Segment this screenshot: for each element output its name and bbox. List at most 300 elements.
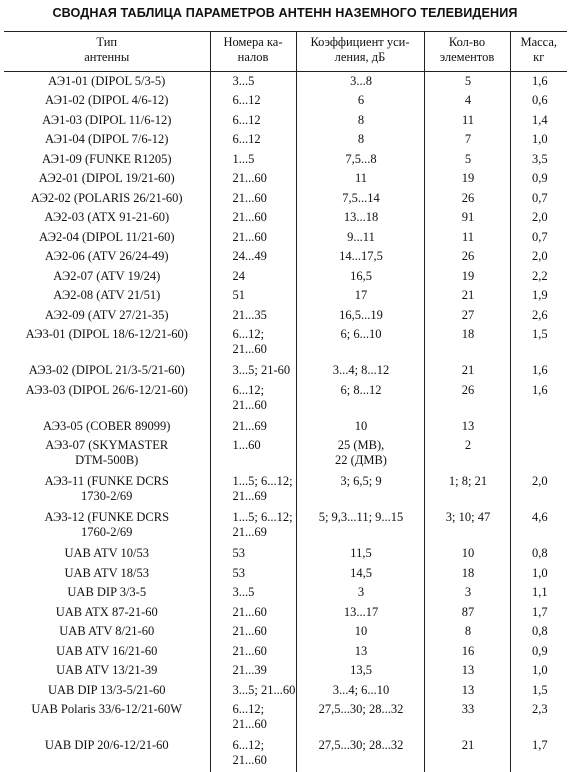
cell-mass [510, 247, 567, 267]
cell-gain [296, 681, 424, 701]
table-row [4, 603, 567, 623]
cell-elements [424, 247, 510, 267]
cell-channels-line: 21...60 [233, 171, 267, 185]
header-channels-line-2: налов [238, 50, 269, 64]
table-row [4, 381, 567, 417]
cell-elements [424, 544, 510, 564]
cell-channels [210, 681, 296, 701]
cell-antenna-type-line: UAB ATV 16/21-60 [56, 644, 157, 658]
cell-mass-value: 0,7 [532, 230, 548, 244]
cell-mass [510, 381, 567, 417]
cell-antenna-type [4, 544, 210, 564]
cell-channels [210, 306, 296, 326]
cell-antenna-type-line: АЭ2-04 (DIPOL 11/21-60) [39, 230, 174, 244]
cell-elements-value: 26 [462, 383, 475, 397]
cell-antenna-type [4, 208, 210, 228]
cell-mass-value: 1,5 [532, 327, 548, 341]
cell-antenna-type [4, 736, 210, 772]
cell-elements [424, 228, 510, 248]
cell-channels [210, 700, 296, 736]
cell-channels-line: 1...60 [233, 438, 261, 452]
cell-mass-value: 1,1 [532, 585, 548, 599]
cell-elements [424, 111, 510, 131]
cell-antenna-type-line: АЭ2-06 (ATV 26/24-49) [45, 249, 169, 263]
cell-channels [210, 736, 296, 772]
cell-gain-line: 13,5 [350, 663, 372, 677]
cell-channels-line: 21...69 [233, 489, 267, 503]
header-gain-line-2: ления, дБ [335, 50, 386, 64]
cell-mass-value: 4,6 [532, 510, 548, 524]
cell-antenna-type-line: UAB ATV 8/21-60 [59, 624, 154, 638]
cell-antenna-type-line: АЭ2-01 (DIPOL 19/21-60) [39, 171, 175, 185]
cell-antenna-type [4, 661, 210, 681]
cell-gain-line: 3...4; 6...10 [333, 683, 390, 697]
cell-antenna-type-line: 1730-2/69 [81, 489, 132, 503]
table-row [4, 247, 567, 267]
cell-channels-line: 53 [233, 546, 246, 560]
cell-mass [510, 472, 567, 508]
cell-gain-line: 13...18 [344, 210, 378, 224]
cell-elements [424, 436, 510, 472]
cell-channels [210, 208, 296, 228]
cell-antenna-type-line: UAB ATV 18/53 [64, 566, 149, 580]
header-mass-line-2: кг [533, 50, 544, 64]
cell-antenna-type [4, 228, 210, 248]
header-gain [296, 32, 424, 72]
cell-mass-value: 1,0 [532, 132, 548, 146]
table-row [4, 564, 567, 584]
cell-mass [510, 325, 567, 361]
cell-elements [424, 417, 510, 437]
cell-elements [424, 325, 510, 361]
cell-elements-value: 3; 10; 47 [446, 510, 490, 524]
cell-antenna-type [4, 306, 210, 326]
header-channels [210, 32, 296, 72]
cell-antenna-type [4, 169, 210, 189]
header-elements-line-1: Кол-во [449, 35, 485, 49]
cell-mass [510, 642, 567, 662]
cell-gain-line: 16,5 [350, 269, 372, 283]
cell-elements [424, 208, 510, 228]
cell-elements-value: 2 [465, 438, 471, 452]
cell-mass [510, 700, 567, 736]
cell-elements [424, 661, 510, 681]
cell-elements-value: 33 [462, 702, 475, 716]
header-gain-line-1: Коэффициент уси- [310, 35, 409, 49]
cell-mass [510, 583, 567, 603]
cell-elements [424, 508, 510, 544]
cell-gain-line: 6; 6...10 [341, 327, 382, 341]
cell-antenna-type [4, 361, 210, 381]
table-row [4, 267, 567, 287]
cell-mass-value: 1,6 [532, 383, 548, 397]
cell-channels [210, 661, 296, 681]
cell-channels [210, 544, 296, 564]
cell-gain [296, 564, 424, 584]
cell-channels-line: 21...69 [233, 525, 267, 539]
header-elements [424, 32, 510, 72]
cell-elements-value: 3 [465, 585, 471, 599]
cell-gain-line: 6; 8...12 [341, 383, 382, 397]
cell-channels [210, 91, 296, 111]
cell-mass-value: 2,0 [532, 474, 548, 488]
header-elements-line-2: элементов [440, 50, 495, 64]
cell-gain-line: 16,5...19 [339, 308, 383, 322]
cell-channels-line: 21...60 [233, 342, 267, 356]
cell-gain-line: 9...11 [347, 230, 375, 244]
cell-elements-value: 1; 8; 21 [449, 474, 487, 488]
cell-gain-line: 3 [358, 585, 364, 599]
cell-elements [424, 72, 510, 92]
cell-elements [424, 700, 510, 736]
cell-mass-value: 1,0 [532, 663, 548, 677]
cell-elements [424, 169, 510, 189]
cell-channels-line: 21...60 [233, 717, 267, 731]
cell-mass [510, 661, 567, 681]
table-row [4, 111, 567, 131]
cell-antenna-type [4, 111, 210, 131]
cell-gain-line: 25 (МВ), [338, 438, 385, 452]
cell-gain-line: 10 [355, 419, 368, 433]
cell-elements-value: 27 [462, 308, 475, 322]
cell-channels-line: 21...60 [233, 230, 267, 244]
cell-gain-line: 13 [355, 644, 368, 658]
cell-gain [296, 508, 424, 544]
table-row [4, 325, 567, 361]
cell-gain [296, 228, 424, 248]
cell-mass-value: 0,9 [532, 644, 548, 658]
cell-mass-value: 1,9 [532, 288, 548, 302]
cell-gain [296, 150, 424, 170]
cell-elements [424, 130, 510, 150]
cell-elements-value: 7 [465, 132, 471, 146]
cell-mass [510, 91, 567, 111]
cell-gain [296, 736, 424, 772]
cell-antenna-type-line: АЭ2-03 (АТХ 91-21-60) [44, 210, 169, 224]
cell-elements-value: 5 [465, 74, 471, 88]
table-row [4, 681, 567, 701]
cell-antenna-type [4, 564, 210, 584]
cell-antenna-type [4, 472, 210, 508]
cell-channels [210, 228, 296, 248]
cell-mass-value: 3,5 [532, 152, 548, 166]
cell-antenna-type [4, 436, 210, 472]
cell-elements [424, 267, 510, 287]
cell-mass [510, 622, 567, 642]
table-row [4, 583, 567, 603]
table-row [4, 228, 567, 248]
table-row [4, 150, 567, 170]
cell-antenna-type-line: DTM-500B) [75, 453, 138, 467]
cell-gain-line: 14...17,5 [339, 249, 383, 263]
table-row [4, 286, 567, 306]
cell-antenna-type [4, 267, 210, 287]
cell-channels [210, 169, 296, 189]
cell-gain [296, 189, 424, 209]
cell-elements-value: 16 [462, 644, 475, 658]
cell-elements [424, 361, 510, 381]
cell-channels-line: 3...5; 21-60 [233, 363, 291, 377]
cell-channels [210, 72, 296, 92]
cell-elements [424, 622, 510, 642]
table-row [4, 72, 567, 92]
cell-gain-line: 7,5...14 [342, 191, 380, 205]
cell-gain-line: 8 [358, 113, 364, 127]
cell-antenna-type-line: АЭ1-01 (DIPOL 5/3-5) [48, 74, 165, 88]
cell-mass [510, 72, 567, 92]
cell-channels-line: 3...5; 21...60 [233, 683, 296, 697]
cell-antenna-type [4, 700, 210, 736]
antenna-parameters-table [4, 31, 567, 772]
cell-gain [296, 472, 424, 508]
cell-mass [510, 169, 567, 189]
cell-channels [210, 189, 296, 209]
cell-antenna-type-line: АЭ1-04 (DIPOL 7/6-12) [45, 132, 168, 146]
cell-gain-line: 13...17 [344, 605, 378, 619]
cell-mass [510, 267, 567, 287]
cell-antenna-type-line: АЭ3-07 (SKYMASTER [45, 438, 168, 452]
cell-elements-value: 13 [462, 663, 475, 677]
cell-elements-value: 87 [462, 605, 475, 619]
cell-gain-line: 17 [355, 288, 368, 302]
cell-channels [210, 130, 296, 150]
cell-gain [296, 544, 424, 564]
cell-channels-line: 21...60 [233, 210, 267, 224]
table-row [4, 306, 567, 326]
cell-mass-value: 1,4 [532, 113, 548, 127]
cell-gain-line: 14,5 [350, 566, 372, 580]
cell-gain-line: 6 [358, 93, 364, 107]
header-mass-line-1: Масса, [520, 35, 557, 49]
cell-elements-value: 11 [462, 230, 474, 244]
table-row [4, 417, 567, 437]
cell-mass-value: 2,0 [532, 249, 548, 263]
cell-gain-line: 3; 6,5; 9 [340, 474, 381, 488]
cell-antenna-type-line: АЭ2-02 (POLARIS 26/21-60) [31, 191, 183, 205]
cell-mass-value: 2,6 [532, 308, 548, 322]
cell-gain [296, 130, 424, 150]
cell-antenna-type-line: АЭ3-01 (DIPOL 18/6-12/21-60) [26, 327, 188, 341]
cell-gain-line: 8 [358, 132, 364, 146]
cell-elements-value: 19 [462, 171, 475, 185]
cell-mass [510, 508, 567, 544]
cell-elements [424, 642, 510, 662]
cell-antenna-type [4, 247, 210, 267]
cell-gain-line: 5; 9,3...11; 9...15 [319, 510, 404, 524]
cell-antenna-type [4, 325, 210, 361]
table-row [4, 642, 567, 662]
cell-antenna-type-line: UAB ATV 13/21-39 [56, 663, 157, 677]
cell-channels-line: 6...12; [233, 383, 265, 397]
table-row [4, 622, 567, 642]
cell-channels-line: 21...60 [233, 753, 267, 767]
cell-channels-line: 21...69 [233, 419, 267, 433]
cell-channels [210, 472, 296, 508]
cell-gain [296, 247, 424, 267]
cell-elements [424, 681, 510, 701]
table-row [4, 700, 567, 736]
cell-channels [210, 417, 296, 437]
cell-gain-line: 10 [355, 624, 368, 638]
cell-channels [210, 622, 296, 642]
cell-channels-line: 6...12; [233, 702, 265, 716]
cell-antenna-type [4, 72, 210, 92]
table-header-row [4, 32, 567, 72]
cell-elements [424, 583, 510, 603]
table-body [4, 72, 567, 772]
table-row [4, 472, 567, 508]
cell-channels-line: 21...60 [233, 644, 267, 658]
cell-mass [510, 564, 567, 584]
cell-mass-value: 1,5 [532, 683, 548, 697]
cell-antenna-type-line: UAB DIP 20/6-12/21-60 [45, 738, 169, 752]
cell-antenna-type-line: АЭ3-05 (COBER 89099) [43, 419, 170, 433]
table-row [4, 661, 567, 681]
header-type-line-1: Тип [96, 35, 117, 49]
table-row [4, 208, 567, 228]
cell-mass-value: 1,0 [532, 566, 548, 580]
cell-elements [424, 381, 510, 417]
cell-elements-value: 19 [462, 269, 475, 283]
cell-gain [296, 381, 424, 417]
cell-elements-value: 8 [465, 624, 471, 638]
cell-channels-line: 21...60 [233, 624, 267, 638]
cell-antenna-type-line: АЭ1-03 (DIPOL 11/6-12) [42, 113, 171, 127]
cell-antenna-type-line: АЭ1-09 (FUNKE R1205) [42, 152, 171, 166]
header-channels-line-1: Номера ка- [223, 35, 282, 49]
cell-antenna-type-line: UAB DIP 13/3-5/21-60 [48, 683, 166, 697]
cell-channels-line: 24 [233, 269, 246, 283]
cell-channels-line: 3...5 [233, 74, 255, 88]
cell-antenna-type [4, 622, 210, 642]
cell-channels [210, 508, 296, 544]
cell-elements-value: 21 [462, 288, 475, 302]
cell-mass-value: 1,6 [532, 363, 548, 377]
cell-antenna-type [4, 150, 210, 170]
cell-mass-value: 1,7 [532, 605, 548, 619]
cell-antenna-type-line: АЭ3-02 (DIPOL 21/3-5/21-60) [29, 363, 185, 377]
cell-antenna-type-line: АЭ3-03 (DIPOL 26/6-12/21-60) [26, 383, 188, 397]
cell-channels-line: 51 [233, 288, 246, 302]
cell-mass [510, 189, 567, 209]
cell-antenna-type [4, 189, 210, 209]
cell-antenna-type [4, 603, 210, 623]
cell-elements-value: 21 [462, 738, 475, 752]
cell-channels [210, 381, 296, 417]
cell-mass [510, 286, 567, 306]
cell-elements [424, 564, 510, 584]
cell-antenna-type [4, 508, 210, 544]
cell-gain [296, 325, 424, 361]
cell-antenna-type-line: АЭ1-02 (DIPOL 4/6-12) [45, 93, 168, 107]
table-row [4, 436, 567, 472]
cell-gain-line: 7,5...8 [345, 152, 376, 166]
cell-mass [510, 306, 567, 326]
cell-gain [296, 700, 424, 736]
cell-gain-line: 27,5...30; 28...32 [319, 702, 404, 716]
cell-elements-value: 4 [465, 93, 471, 107]
cell-elements-value: 18 [462, 566, 475, 580]
cell-mass [510, 736, 567, 772]
cell-mass-value: 0,8 [532, 546, 548, 560]
cell-mass [510, 436, 567, 472]
cell-channels-line: 21...60 [233, 605, 267, 619]
cell-mass [510, 208, 567, 228]
cell-gain [296, 417, 424, 437]
cell-channels-line: 21...35 [233, 308, 267, 322]
cell-mass-value: 2,3 [532, 702, 548, 716]
cell-gain [296, 306, 424, 326]
cell-gain-line: 27,5...30; 28...32 [319, 738, 404, 752]
cell-channels-line: 6...12; [233, 738, 265, 752]
cell-channels-line: 53 [233, 566, 246, 580]
cell-gain [296, 361, 424, 381]
cell-mass [510, 130, 567, 150]
cell-antenna-type-line: АЭ3-12 (FUNKE DCRS [44, 510, 169, 524]
cell-channels-line: 21...39 [233, 663, 267, 677]
cell-elements [424, 189, 510, 209]
cell-channels-line: 6...12 [233, 132, 261, 146]
cell-gain-line: 3...4; 8...12 [333, 363, 390, 377]
cell-channels [210, 150, 296, 170]
cell-channels [210, 325, 296, 361]
cell-gain [296, 286, 424, 306]
cell-elements-value: 11 [462, 113, 474, 127]
cell-channels-line: 3...5 [233, 585, 255, 599]
cell-elements-value: 18 [462, 327, 475, 341]
cell-antenna-type [4, 91, 210, 111]
cell-antenna-type [4, 381, 210, 417]
cell-antenna-type [4, 130, 210, 150]
cell-mass-value: 0,7 [532, 191, 548, 205]
cell-channels-line: 1...5; 6...12; [233, 510, 293, 524]
cell-gain-line: 11,5 [350, 546, 371, 560]
cell-channels [210, 436, 296, 472]
cell-mass [510, 603, 567, 623]
cell-elements [424, 286, 510, 306]
cell-gain [296, 169, 424, 189]
cell-mass [510, 417, 567, 437]
cell-mass [510, 681, 567, 701]
cell-channels-line: 6...12 [233, 113, 261, 127]
header-mass [510, 32, 567, 72]
cell-gain-line: 22 (ДМВ) [335, 453, 387, 467]
table-row [4, 544, 567, 564]
cell-gain [296, 661, 424, 681]
cell-antenna-type [4, 642, 210, 662]
cell-elements [424, 91, 510, 111]
cell-antenna-type-line: UAB ATX 87-21-60 [56, 605, 158, 619]
cell-gain [296, 603, 424, 623]
cell-channels-line: 6...12; [233, 327, 265, 341]
table-row [4, 361, 567, 381]
cell-mass-value: 2,2 [532, 269, 548, 283]
cell-gain [296, 208, 424, 228]
cell-antenna-type-line: UAB ATV 10/53 [64, 546, 149, 560]
table-row [4, 91, 567, 111]
cell-antenna-type-line: АЭ2-09 (ATV 27/21-35) [45, 308, 169, 322]
cell-elements-value: 21 [462, 363, 475, 377]
cell-channels-line: 24...49 [233, 249, 267, 263]
cell-channels-line: 21...60 [233, 191, 267, 205]
cell-antenna-type-line: АЭ3-11 (FUNKE DCRS [45, 474, 169, 488]
cell-antenna-type-line: UAB Polaris 33/6-12/21-60W [31, 702, 182, 716]
cell-channels [210, 603, 296, 623]
table-row [4, 736, 567, 772]
cell-channels [210, 267, 296, 287]
header-type-line-2: антенны [84, 50, 129, 64]
cell-elements-value: 10 [462, 546, 475, 560]
